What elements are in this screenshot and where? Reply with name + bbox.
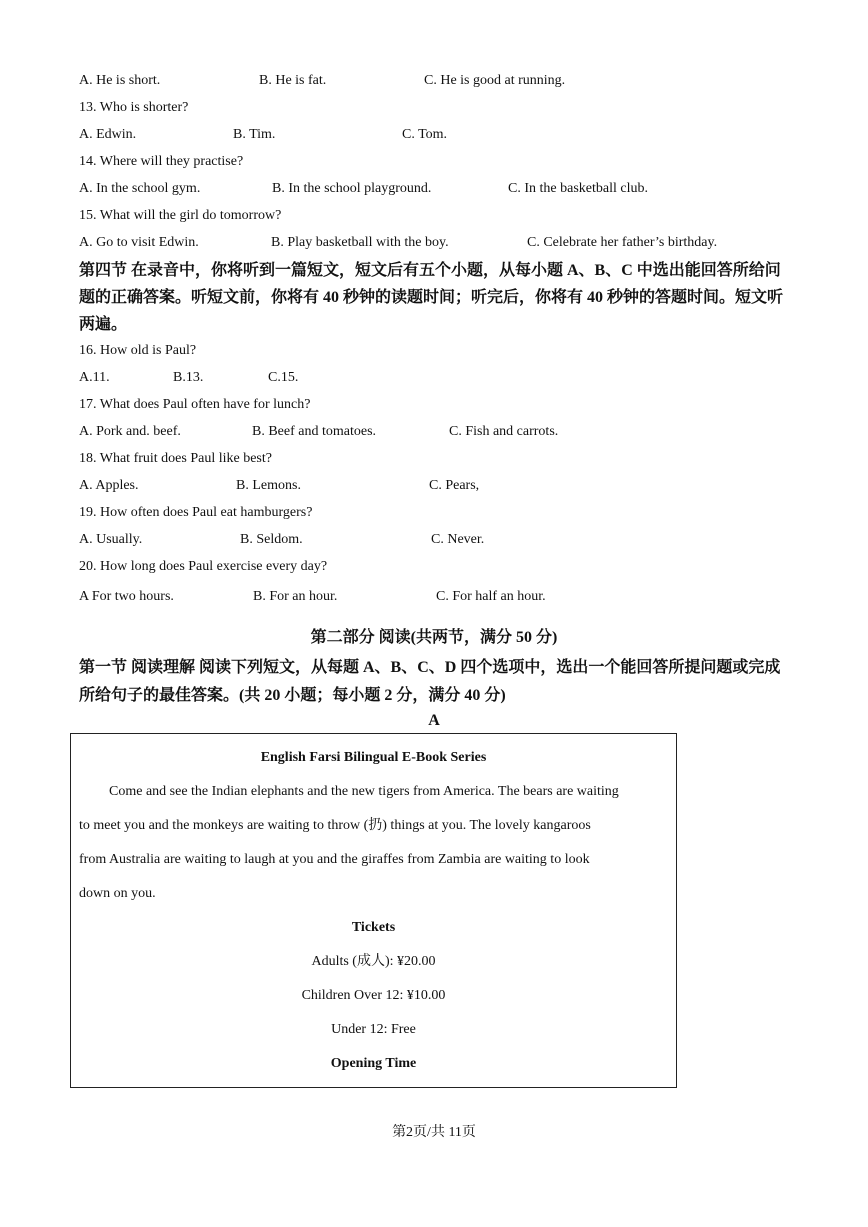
q15-option-b: B. Play basketball with the boy. bbox=[271, 235, 449, 250]
tickets-heading: Tickets bbox=[351, 920, 396, 935]
q14-option-c: C. In the basketball club. bbox=[508, 181, 648, 196]
q18-option-b: B. Lemons. bbox=[236, 478, 301, 493]
q15-question: 15. What will the girl do tomorrow? bbox=[79, 208, 282, 223]
q18-question: 18. What fruit does Paul like best? bbox=[79, 451, 272, 466]
page-footer: 第2页/共 11页 bbox=[392, 1125, 476, 1140]
ticket-under12: Under 12: Free bbox=[331, 1022, 416, 1037]
passage-line-3: from Australia are waiting to laugh at you and the giraffes from Zambia are waiting to look bbox=[79, 852, 590, 867]
q20-option-b: B. For an hour. bbox=[253, 589, 338, 604]
q19-question: 19. How often does Paul eat hamburgers? bbox=[79, 505, 313, 520]
q16-question: 16. How old is Paul? bbox=[79, 343, 197, 358]
q17-option-b: B. Beef and tomatoes. bbox=[252, 424, 377, 439]
q12-option-c: C. He is good at running. bbox=[424, 73, 566, 88]
ticket-children: Children Over 12: ¥10.00 bbox=[301, 988, 446, 1003]
q20-question: 20. How long does Paul exercise every day? bbox=[79, 559, 328, 574]
q19-option-b: B. Seldom. bbox=[240, 532, 303, 547]
passage-line-1: Come and see the Indian elephants and the new tigers from America. The bears are waiting bbox=[109, 784, 619, 799]
passage-line-2: to meet you and the monkeys are waiting to throw (扔) things at you. The lovely kangaroos bbox=[79, 818, 591, 833]
q15-option-a: A. Go to visit Edwin. bbox=[79, 235, 199, 250]
q15-option-c: C. Celebrate her father’s birthday. bbox=[527, 235, 718, 250]
q20-option-c: C. For half an hour. bbox=[436, 589, 546, 604]
passage-line-4: down on you. bbox=[79, 886, 156, 901]
q16-option-c: C.15. bbox=[268, 370, 299, 385]
passage-box bbox=[70, 733, 677, 1088]
q20-option-a: A For two hours. bbox=[79, 589, 174, 604]
passage-title: English Farsi Bilingual E-Book Series bbox=[260, 750, 487, 765]
q17-option-a: A. Pork and. beef. bbox=[79, 424, 181, 439]
q13-option-a: A. Edwin. bbox=[79, 127, 137, 142]
ticket-adults: Adults (成人): ¥20.00 bbox=[311, 954, 436, 969]
q16-option-b: B.13. bbox=[173, 370, 204, 385]
part2-title: 第二部分 阅读(共两节，满分 50 分) bbox=[310, 629, 558, 646]
q18-option-a: A. Apples. bbox=[79, 478, 139, 493]
passage-letter: A bbox=[428, 712, 440, 729]
q14-option-b: B. In the school playground. bbox=[272, 181, 432, 196]
q12-option-b: B. He is fat. bbox=[259, 73, 327, 88]
q19-option-a: A. Usually. bbox=[79, 532, 143, 547]
q13-option-c: C. Tom. bbox=[402, 127, 448, 142]
opening-time-heading: Opening Time bbox=[330, 1056, 417, 1071]
q17-question: 17. What does Paul often have for lunch? bbox=[79, 397, 311, 412]
q14-option-a: A. In the school gym. bbox=[79, 181, 201, 196]
q12-option-a: A. He is short. bbox=[79, 73, 161, 88]
q17-option-c: C. Fish and carrots. bbox=[449, 424, 559, 439]
q13-question: 13. Who is shorter? bbox=[79, 100, 189, 115]
q13-option-b: B. Tim. bbox=[233, 127, 276, 142]
q18-option-c: C. Pears, bbox=[429, 478, 480, 493]
q14-question: 14. Where will they practise? bbox=[79, 154, 244, 169]
q16-option-a: A.11. bbox=[79, 370, 110, 385]
part2-instructions: 第一节 阅读理解 阅读下列短文，从每题 A、B、C、D 四个选项中，选出一个能回答所提问题或完成所给句子的最佳答案。(共 20 小题；每小题 2 分，满分 40 分) bbox=[79, 659, 781, 704]
section4-instructions: 第四节 在录音中，你将听到一篇短文，短文后有五个小题，从每小题 A、B、C 中选出能回答所给问题的正确答案。听短文前，你将有 40 秒钟的读题时间；听完后，你将有 40 秒钟的答题时间。短文听两遍。 bbox=[79, 262, 784, 333]
q19-option-c: C. Never. bbox=[431, 532, 485, 547]
